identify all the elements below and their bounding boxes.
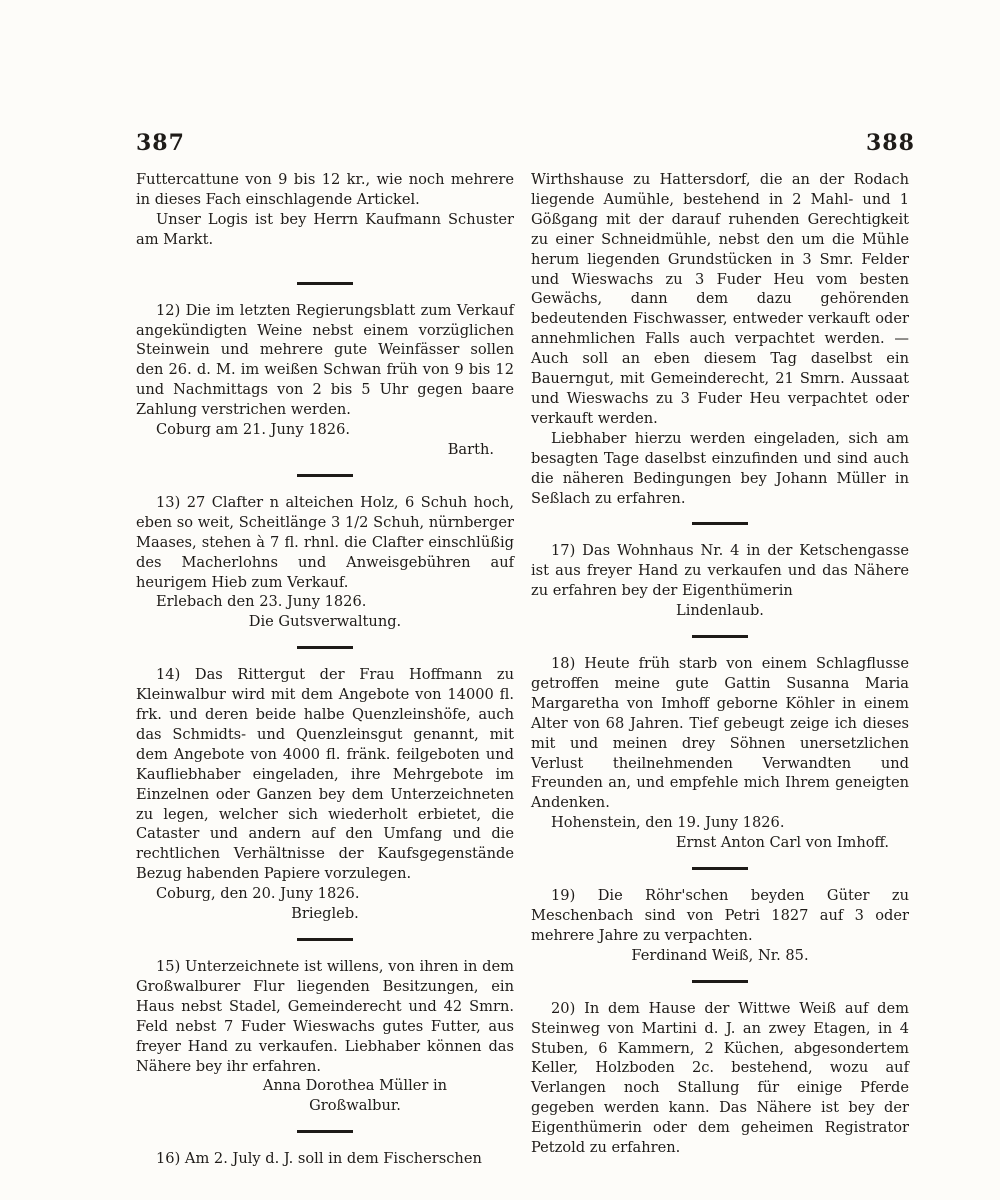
separator-rule: [297, 282, 353, 285]
notice-15-text: 15) Unterzeichnete ist willens, von ihren in dem Großwalburer Flur liegenden Besitzungen, ein Haus nebst Stadel, Gemeinderecht und 42 Smrn. Feld nebst 7 Fuder Wieswachs gutes Futter, aus freyer Hand zu verkaufen. Liebhaber können das Nähere bey ihr erfahren.: [136, 958, 514, 1075]
separator-rule: [297, 474, 353, 477]
notice-16-start: 16) Am 2. July d. J. soll in dem Fischerschen: [156, 1150, 482, 1168]
notice-18-place-date: Hohenstein, den 19. Juny 1826.: [551, 814, 785, 832]
notice-16-continued: Wirthshause zu Hattersdorf, die an der Rodach liegende Aumühle, bestehend in 2 Mahl- und 1 Gößgang mit der darauf ruhenden Gerechtigkeit zu einer Schneidmühle, nebst den um die Mühle herum liegenden Grundstücken in 3 Smr. Felder und Wieswachs zu 3 Fuder Heu vom besten Gewächs, dann dem dazu gehörenden bedeutenden Fischwasser, entweder verkauft oder annehmlichen Falls auch verpachtet werden. — Auch soll an eben diesem Tag daselbst ein Bauerngut, mit Gemeinderecht, 21 Smrn. Aussaat und Wieswachs zu 3 Fuder Heu verpachtet oder verkauft werden.: [531, 171, 909, 427]
notice-12-place-date: Coburg am 21. Juny 1826.: [156, 421, 350, 439]
notice-12-text: 12) Die im letzten Regierungsblatt zum Verkauf angekündigten Weine nebst einem vorzüglichen Steinwein und mehrere gute Weinfässer sollen den 26. d. M. im weißen Schwan früh von 9 bis 12 und Nachmittags von 2 bis 5 Uhr gegen baare Zahlung verstrichen werden.: [136, 301, 514, 419]
spacer: [136, 250, 514, 268]
notice-13-place-date: Erlebach den 23. Juny 1826.: [156, 593, 367, 611]
notice-20-text: 20) In dem Hause der Wittwe Weiß auf dem Steinweg von Martini d. J. an zwey Etagen, in 4 Stuben, 6 Kammern, 2 Küchen, abgesondertem Keller, Holzboden 2c. bestehend, wozu auf Verlangen noch Stallung für einige Pferde gegeben werden kann. Das Nähere ist bey der Eigenthümerin oder dem geheimen Registrator Petzold zu erfahren.: [531, 999, 909, 1157]
right-column: [531, 170, 909, 1158]
separator-rule: [692, 635, 748, 638]
separator-rule: [297, 938, 353, 941]
notice-14-text: 14) Das Rittergut der Frau Hoffmann zu Kleinwalbur wird mit dem Angebote von 14000 fl. frk. und deren beide halbe Quenzleinshöfe, auch das Schmidts- und Quenzleinsgut genannt, mit dem Angebote von 4000 fl. fränk. feilgeboten und Kaufliebhaber eingeladen, ihre Mehrgebote im Einzelnen oder Ganzen bey dem Unterzeichneten zu legen, welcher sich wiederholt erbietet, die Cataster und andern auf den Umfang und die rechtlichen Verhältnisse der Kaufsgegenstände Bezug habenden Papiere vorzulegen.: [136, 666, 514, 883]
notice-18-signature: Ernst Anton Carl von Imhoff.: [675, 834, 889, 852]
left-column: [136, 170, 514, 1169]
notice-17-signature: Lindenlaub.: [676, 602, 764, 620]
notice-14-place-date: Coburg, den 20. Juny 1826.: [156, 885, 360, 903]
page-number-left: 387: [136, 130, 185, 156]
notice-15-signature-place: Großwalbur.: [309, 1097, 401, 1115]
continued-text: Futtercattune von 9 bis 12 kr., wie noch mehrere in dieses Fach einschlagende Artickel.: [136, 171, 514, 208]
notice-12-signature: Barth.: [447, 440, 494, 458]
separator-rule: [692, 980, 748, 983]
notice-19-text: 19) Die Röhr'schen beyden Güter zu Meschenbach sind von Petri 1827 auf 3 oder mehrere Jahre zu verpachten.: [531, 887, 909, 944]
page-number-right: 388: [866, 130, 915, 156]
separator-rule: [297, 1130, 353, 1133]
notice-16-continued-2: Liebhaber hierzu werden eingeladen, sich am besagten Tage daselbst einzufinden und sind auch die näheren Bedingungen bey Johann Müller in Seßlach zu erfahren.: [531, 429, 909, 507]
notice-15-signature: Anna Dorothea Müller in: [262, 1077, 448, 1095]
notice-18-text: 18) Heute früh starb von einem Schlagflusse getroffen meine gute Gattin Susanna Maria Margaretha von Imhoff geborne Köhler in einem Alter von 68 Jahren. Tief gebeugt zeige ich dieses mit und meinen drey Söhnen unersetzlichen Verlust theilnehmenden Verwandten und Freunden an, und empfehle mich Ihrem geneigten Andenken.: [531, 655, 909, 812]
continued-text: Unser Logis ist bey Herrn Kaufmann Schuster am Markt.: [136, 210, 514, 248]
separator-rule: [692, 522, 748, 525]
notice-13-text: 13) 27 Clafter n alteichen Holz, 6 Schuh hoch, eben so weit, Scheitlänge 3 1/2 Schuh, nürnberger Maases, stehen à 7 fl. rhnl. die Clafter einschlüßig des Macherlohns und Anweisgebühren auf heurigem Hieb zum Verkauf.: [136, 493, 514, 591]
notice-17-text: 17) Das Wohnhaus Nr. 4 in der Ketschengasse ist aus freyer Hand zu verkaufen und das Nähere zu erfahren bey der Eigenthümerin: [531, 542, 909, 600]
notice-14-signature: Briegleb.: [291, 905, 359, 923]
notice-13-signature: Die Gutsverwaltung.: [248, 613, 402, 631]
separator-rule: [692, 867, 748, 870]
notice-19-signature: Ferdinand Weiß, Nr. 85.: [631, 946, 809, 964]
separator-rule: [297, 646, 353, 649]
